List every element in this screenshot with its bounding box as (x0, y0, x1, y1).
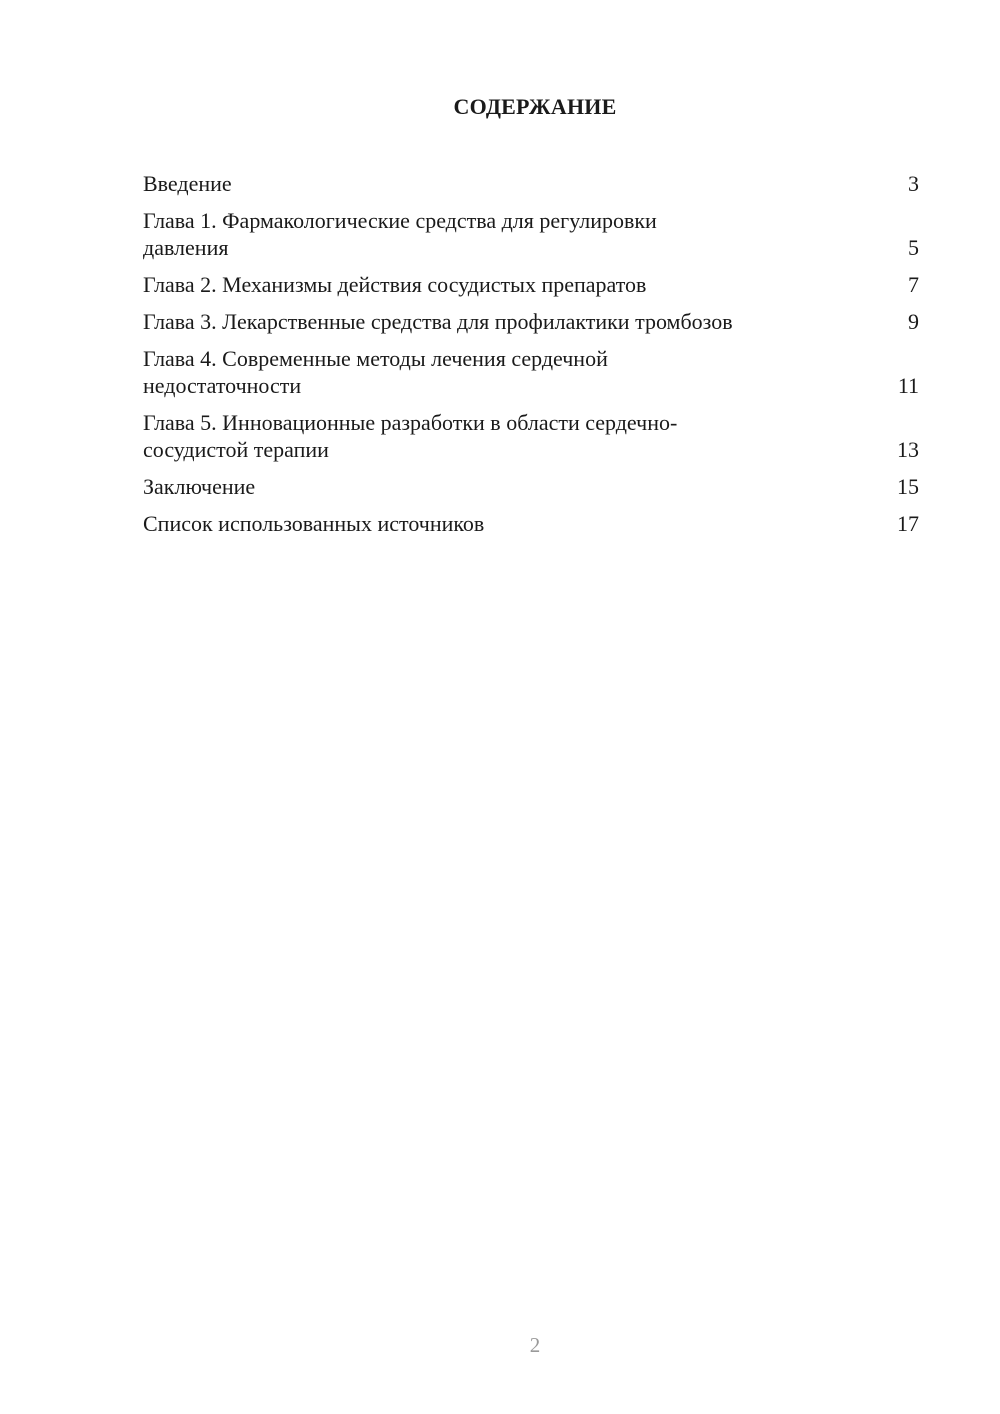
toc-entry-page-number: 17 (897, 511, 919, 536)
toc-entry-label: Глава 5. Инновационные разработки в области сердечно-сосудистой терапии (143, 410, 678, 462)
toc-entry-label: Глава 3. Лекарственные средства для профилактики тромбозов (143, 309, 733, 334)
table-of-contents (143, 170, 919, 547)
toc-entry-introduction[interactable] (143, 170, 919, 197)
toc-entry-label: Глава 1. Фармакологические средства для регулировки давления (143, 208, 657, 260)
toc-entry-label: Глава 4. Современные методы лечения сердечной недостаточности (143, 346, 608, 398)
toc-entry-label: Заключение (143, 474, 256, 499)
toc-entry-label: Введение (143, 171, 232, 196)
toc-entry-chapter-2[interactable] (143, 271, 919, 298)
toc-entry-references[interactable] (143, 510, 919, 537)
page-title: СОДЕРЖАНИЕ (453, 94, 617, 119)
toc-entry-page-number: 15 (897, 474, 919, 499)
toc-entry-chapter-3[interactable] (143, 308, 919, 335)
toc-entry-page-number: 7 (908, 272, 919, 297)
toc-entry-chapter-1[interactable] (143, 207, 919, 261)
toc-entry-label: Глава 2. Механизмы действия сосудистых препаратов (143, 272, 647, 297)
toc-entry-label: Список использованных источников (143, 511, 485, 536)
toc-entry-chapter-4[interactable] (143, 345, 919, 399)
toc-entry-page-number: 11 (897, 373, 919, 398)
page-number: 2 (529, 1333, 541, 1357)
toc-entry-page-number: 13 (897, 437, 919, 462)
toc-entry-page-number: 5 (908, 235, 919, 260)
toc-entry-page-number: 9 (908, 309, 919, 334)
toc-entry-chapter-5[interactable] (143, 409, 919, 463)
toc-entry-conclusion[interactable] (143, 473, 919, 500)
toc-entry-page-number: 3 (908, 171, 919, 196)
